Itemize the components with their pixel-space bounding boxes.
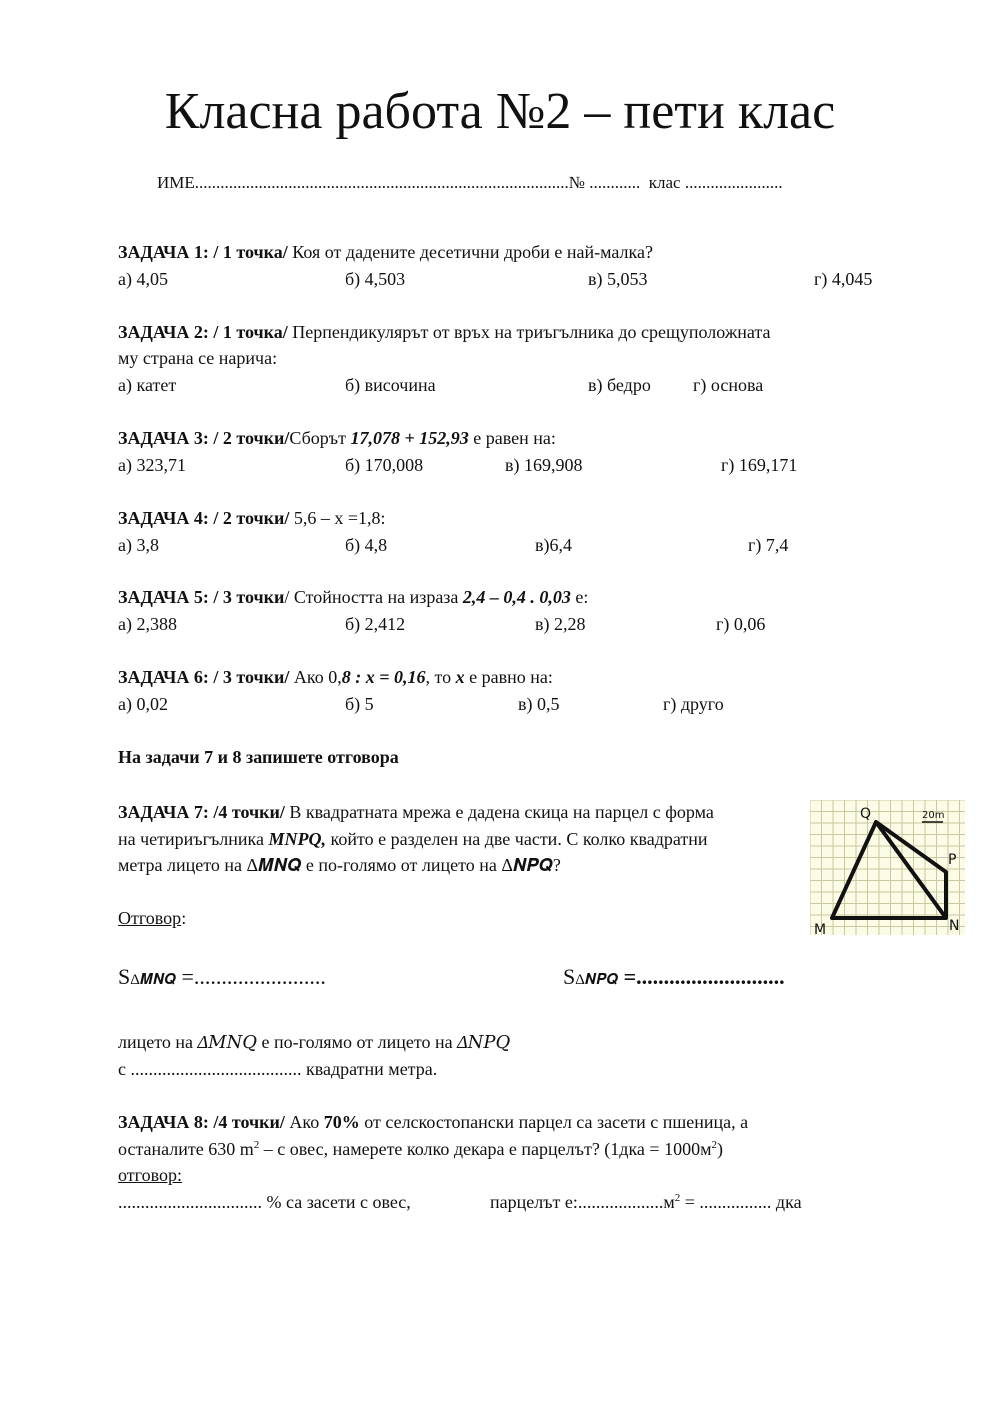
task4-option-b: б) 4,8 bbox=[345, 535, 388, 555]
task1-option-d: г) 4,045 bbox=[814, 269, 873, 289]
task3-option-b: б) 170,008 bbox=[345, 455, 424, 475]
task7-line-3 bbox=[118, 853, 561, 877]
task7-text-2-post: който е разделен на две части. С колко квадратни bbox=[326, 829, 708, 849]
task1-option-a: а) 4,05 bbox=[118, 269, 168, 289]
task7-points: /4 точки/ bbox=[213, 802, 285, 822]
task8-text-2-pre: останалите 630 m bbox=[118, 1139, 254, 1159]
section-note-text: На задачи 7 и 8 запишете отговора bbox=[118, 747, 399, 767]
class-blank: ....................... bbox=[680, 173, 783, 192]
task8-answer-parcel-pre: парцелът е:...................м bbox=[490, 1192, 675, 1212]
task8-answer-label: отговор bbox=[118, 1165, 177, 1185]
task8-text-2-mid: – с овес, намерете колко декара е парцелът? (1дка = 1000м bbox=[259, 1139, 712, 1159]
task8-points: /4 точки/ bbox=[213, 1112, 285, 1132]
task7-text-2-pre: на четириъгълника bbox=[118, 829, 269, 849]
task2-text-2: му страна се нарича: bbox=[118, 348, 278, 368]
task2-option-d: г) основа bbox=[693, 375, 764, 395]
task5-text-pre: / Стойността на израза bbox=[284, 587, 463, 607]
task3-option-d: г) 169,171 bbox=[721, 455, 798, 475]
task6-text-pre: Ако 0, bbox=[289, 667, 342, 687]
task8-percent: 70% bbox=[323, 1112, 360, 1132]
task8-label: ЗАДАЧА 8: bbox=[118, 1112, 209, 1132]
name-blank: ........................................................................................ bbox=[194, 173, 569, 192]
number-blank: ............ bbox=[585, 173, 641, 192]
task6-text-post: е равно на: bbox=[464, 667, 553, 687]
task6-option-b: б) 5 bbox=[345, 694, 374, 714]
task1-label: ЗАДАЧА 1: bbox=[118, 242, 209, 262]
task8-line-1 bbox=[118, 1110, 748, 1134]
task6-text-mid: , то bbox=[425, 667, 456, 687]
task8-sup-1: 2 bbox=[253, 1139, 260, 1151]
task2-label: ЗАДАЧА 2: bbox=[118, 322, 209, 342]
task6-option-a: а) 0,02 bbox=[118, 694, 168, 714]
task5-option-a: а) 2,388 bbox=[118, 614, 177, 634]
area-npq-subscript: Δ𝑵𝑷𝑸 bbox=[575, 972, 619, 988]
comparison-line-2: с ...................................... квадратни метра. bbox=[118, 1059, 438, 1079]
label-p: P bbox=[948, 852, 957, 868]
task5-question bbox=[118, 585, 588, 609]
task3-option-a: а) 323,71 bbox=[118, 455, 186, 475]
area-mnq-line bbox=[118, 963, 326, 994]
task7-text-3-post: ? bbox=[552, 855, 561, 875]
task7-line-1 bbox=[118, 800, 714, 824]
task8-text-2-post: ) bbox=[716, 1139, 723, 1159]
task4-question bbox=[118, 506, 386, 530]
task2-option-b: б) височина bbox=[345, 375, 436, 395]
task5-points: / 3 точки bbox=[213, 587, 285, 607]
student-info-line bbox=[157, 172, 783, 194]
task7-triangle-mnq: Δ𝑴𝑵𝑸 bbox=[246, 855, 302, 875]
label-n: N bbox=[949, 918, 960, 934]
comparison-triangle-npq: Δ𝑁𝑃𝑄 bbox=[457, 1032, 511, 1052]
task8-answer-colon: : bbox=[176, 1165, 182, 1185]
task3-text-pre: Сборът bbox=[289, 428, 351, 448]
task4-option-c: в)6,4 bbox=[535, 535, 572, 555]
task4-label: ЗАДАЧА 4: bbox=[118, 508, 209, 528]
task8-sup-2: 2 bbox=[711, 1139, 717, 1151]
section-note bbox=[118, 745, 399, 769]
area-npq-line bbox=[563, 963, 785, 994]
task8-text-1-post: от селскостопански парцел са засети с пшеница, а bbox=[359, 1112, 749, 1132]
task5-option-b: б) 2,412 bbox=[345, 614, 406, 634]
label-m: M bbox=[814, 922, 827, 935]
task2-text-1: Перпендикулярът от връх на триъгълника до срещуположната bbox=[287, 322, 771, 342]
task6-option-d: г) друго bbox=[663, 694, 724, 714]
task7-answer-heading bbox=[118, 906, 186, 930]
task5-option-c: в) 2,28 bbox=[535, 614, 586, 634]
task3-question bbox=[118, 426, 556, 450]
task3-text-post: е равен на: bbox=[468, 428, 556, 448]
area-mnq-s: S bbox=[118, 964, 131, 989]
task3-label: ЗАДАЧА 3: bbox=[118, 428, 209, 448]
task7-line-2 bbox=[118, 827, 708, 851]
task6-expression: 8 : x = 0,16 bbox=[341, 667, 426, 687]
task1-text: Коя от дадените десетични дроби е най-малка? bbox=[287, 242, 653, 262]
task3-points: / 2 точки/ bbox=[213, 428, 290, 448]
task7-triangle-npq: Δ𝑵𝑷𝑸 bbox=[501, 855, 553, 875]
area-mnq-blank: =........................ bbox=[175, 964, 326, 989]
task3-expression: 17,078 + 152,93 bbox=[350, 428, 469, 448]
class-label: клас bbox=[648, 173, 681, 192]
comparison-triangle-mnq: Δ𝑀𝑁𝑄 bbox=[197, 1032, 258, 1052]
name-label: ИМЕ bbox=[157, 173, 195, 192]
area-npq-blank: =........................... bbox=[618, 964, 785, 989]
page-title: Класна работа №2 – пети клас bbox=[164, 83, 836, 140]
task4-points: / 2 точки/ bbox=[213, 508, 290, 528]
task7-text-3-pre: метра лицето на bbox=[118, 855, 247, 875]
task8-answer-parcel bbox=[490, 1190, 802, 1214]
task7-label: ЗАДАЧА 7: bbox=[118, 802, 209, 822]
task1-question bbox=[118, 240, 653, 264]
number-label: № bbox=[568, 173, 586, 192]
comparison-text-mid: е по-голямо от лицето на bbox=[257, 1032, 458, 1052]
task5-option-d: г) 0,06 bbox=[716, 614, 766, 634]
task4-option-a: а) 3,8 bbox=[118, 535, 159, 555]
task1-points: / 1 точка/ bbox=[213, 242, 288, 262]
area-mnq-subscript: Δ𝑴𝑵𝑸 bbox=[130, 972, 176, 988]
task3-option-c: в) 169,908 bbox=[505, 455, 583, 475]
comparison-text-pre: лицето на bbox=[118, 1032, 198, 1052]
task2-option-c: в) бедро bbox=[588, 375, 651, 395]
task1-option-b: б) 4,503 bbox=[345, 269, 406, 289]
task2-points: / 1 точка/ bbox=[213, 322, 288, 342]
task8-text-1-pre: Ако bbox=[284, 1112, 324, 1132]
scale-label: 20m bbox=[922, 810, 945, 821]
task7-text-1: В квадратната мрежа е дадена скица на парцел с форма bbox=[284, 802, 714, 822]
task2-option-a: а) катет bbox=[118, 375, 177, 395]
task5-expression: 2,4 – 0,4 . 0,03 bbox=[462, 587, 571, 607]
task4-option-d: г) 7,4 bbox=[748, 535, 789, 555]
task8-line-2 bbox=[118, 1137, 723, 1161]
area-npq-s: S bbox=[563, 964, 576, 989]
task8-answer-parcel-post: = ................ дка bbox=[680, 1192, 802, 1212]
task6-label: ЗАДАЧА 6: bbox=[118, 667, 209, 687]
task7-answer-label: Отговор bbox=[118, 908, 182, 928]
task6-question bbox=[118, 665, 553, 689]
comparison-line-1 bbox=[118, 1030, 510, 1054]
task5-label: ЗАДАЧА 5: bbox=[118, 587, 209, 607]
task6-points: / 3 точки/ bbox=[213, 667, 290, 687]
task5-text-post: е: bbox=[570, 587, 589, 607]
parcel-grid-figure bbox=[810, 800, 965, 935]
task7-answer-colon: : bbox=[181, 908, 187, 928]
task6-option-c: в) 0,5 bbox=[518, 694, 560, 714]
task2-question bbox=[118, 320, 771, 344]
task7-quadrilateral: MNPQ, bbox=[268, 829, 327, 849]
task8-answer-oats: ................................ % са засети с овес, bbox=[118, 1192, 411, 1212]
task6-variable: x bbox=[455, 667, 465, 687]
label-q: Q bbox=[860, 806, 872, 822]
task7-text-3-mid: е по-голямо от лицето на bbox=[301, 855, 502, 875]
task1-option-c: в) 5,053 bbox=[588, 269, 648, 289]
task8-answer-heading bbox=[118, 1163, 182, 1187]
task8-answer-sup: 2 bbox=[674, 1192, 681, 1204]
task4-text: 5,6 – х =1,8: bbox=[289, 508, 386, 528]
